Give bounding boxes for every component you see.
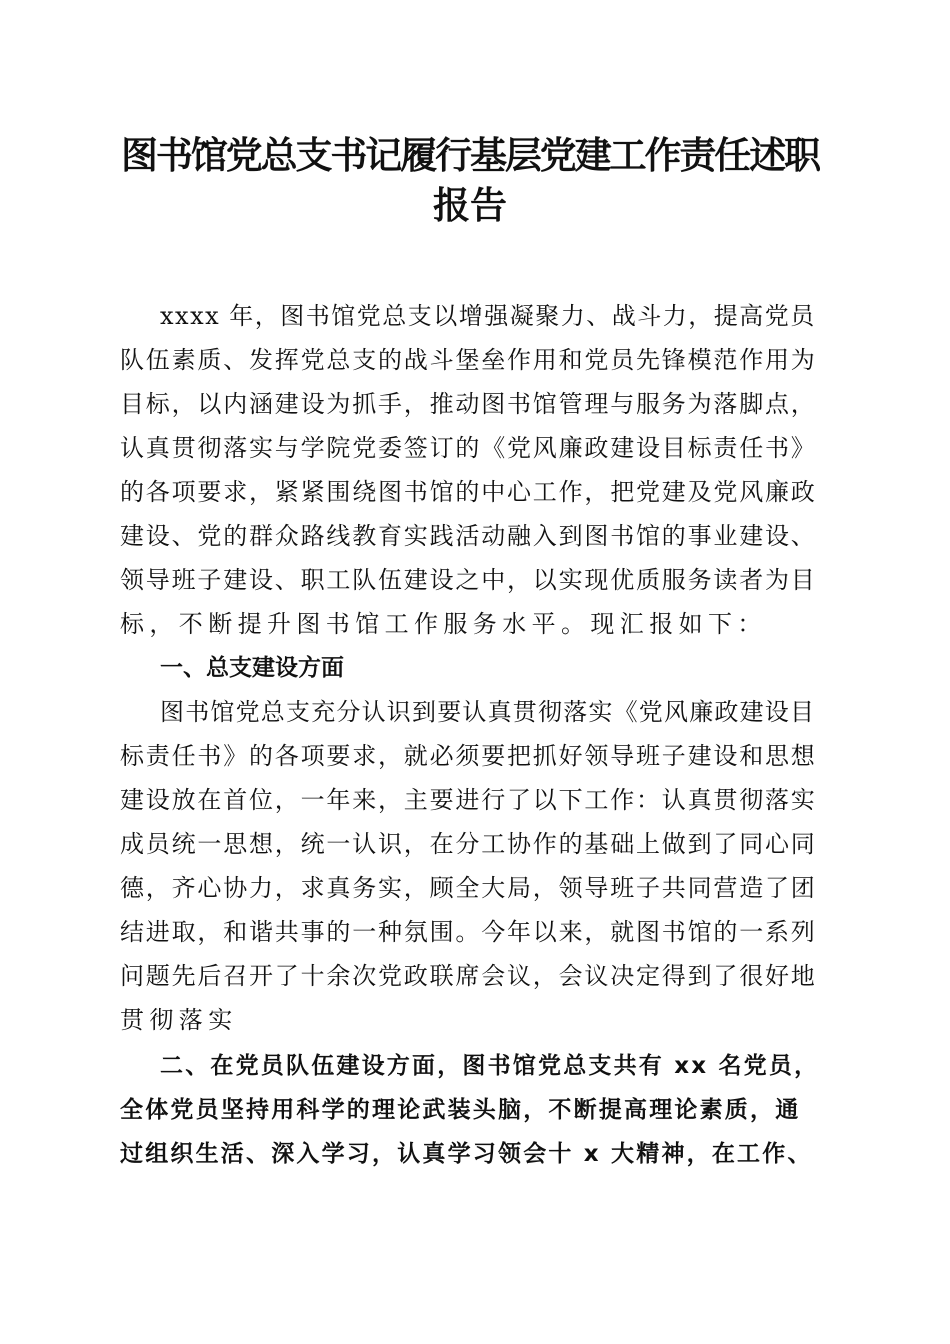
section1-line: 成员统一思想，统一认识，在分工协作的基础上做到了同心同 xyxy=(120,830,817,858)
intro-line: 队伍素质、发挥党总支的战斗堡垒作用和党员先锋模范作用为 xyxy=(120,346,817,374)
section1-line: 问题先后召开了十余次党政联席会议，会议决定得到了很好地 xyxy=(120,962,817,990)
document-title xyxy=(120,130,820,230)
section2-paragraph xyxy=(120,1044,820,1176)
section1-line: 贯彻落实 xyxy=(120,1006,238,1034)
intro-line: 标，不断提升图书馆工作服务水平。现汇报如下： xyxy=(120,610,767,638)
section2-line: 全体党员坚持用科学的理论武装头脑，不断提高理论素质，通 xyxy=(120,1097,801,1123)
section1-paragraph xyxy=(120,690,820,1042)
document-page xyxy=(120,130,820,1176)
intro-line: xxxx 年，图书馆党总支以增强凝聚力、战斗力，提高党员 xyxy=(160,302,816,330)
intro-line: 认真贯彻落实与学院党委签订的《党风廉政建设目标责任书》 xyxy=(120,434,817,462)
section1-line: 标责任书》的各项要求，就必须要把抓好领导班子建设和思想 xyxy=(120,742,817,770)
intro-line: 领导班子建设、职工队伍建设之中，以实现优质服务读者为目 xyxy=(120,566,817,594)
section1-line: 结进取，和谐共事的一种氛围。今年以来，就图书馆的一系列 xyxy=(120,918,817,946)
title-line-2: 报告 xyxy=(433,183,507,227)
section1-line: 建设放在首位，一年来，主要进行了以下工作：认真贯彻落实 xyxy=(120,786,817,814)
intro-line: 目标，以内涵建设为抓手，推动图书馆管理与服务为落脚点， xyxy=(120,390,817,418)
section1-line: 图书馆党总支充分认识到要认真贯彻落实《党风廉政建设目 xyxy=(160,698,816,726)
title-line-1: 图书馆党总支书记履行基层党建工作责任述职 xyxy=(121,133,819,177)
section-heading-1: 一、总支建设方面 xyxy=(160,655,344,681)
section2-line: 过组织生活、深入学习，认真学习领会十 x 大精神，在工作、 xyxy=(120,1141,813,1167)
document-body xyxy=(120,294,820,1176)
intro-line: 的各项要求，紧紧围绕图书馆的中心工作，把党建及党风廉政 xyxy=(120,478,817,506)
intro-paragraph xyxy=(120,294,820,646)
section1-line: 德，齐心协力，求真务实，顾全大局，领导班子共同营造了团 xyxy=(120,874,817,902)
section2-line: 二、在党员队伍建设方面，图书馆党总支共有 xx 名党员， xyxy=(160,1053,820,1079)
intro-line: 建设、党的群众路线教育实践活动融入到图书馆的事业建设、 xyxy=(120,522,817,550)
